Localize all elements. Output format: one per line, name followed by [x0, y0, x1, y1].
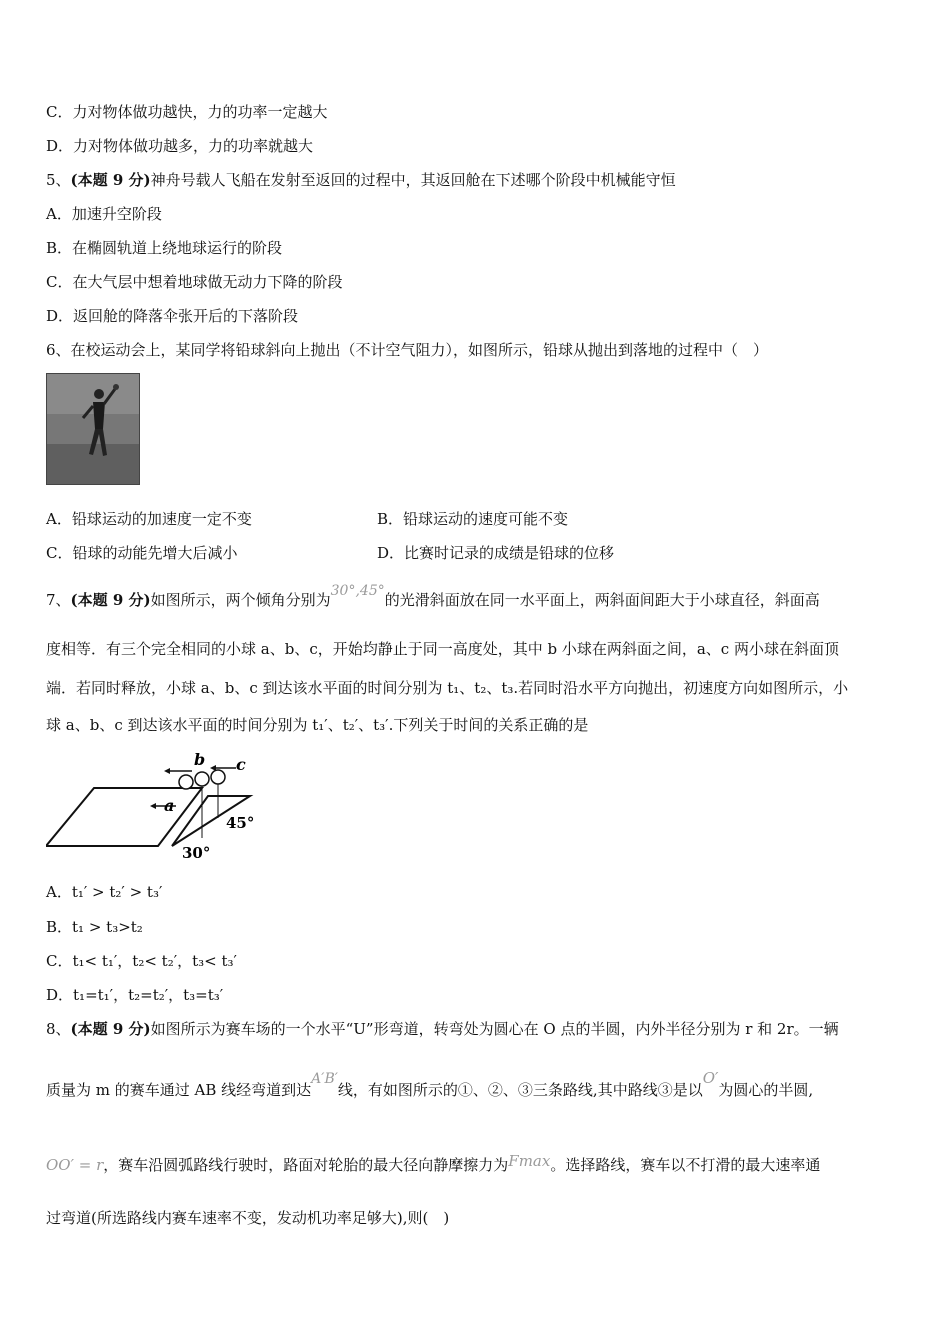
q7-stem-post: 的光滑斜面放在同一水平面上，两斜面间距大于小球直径，斜面高 — [384, 591, 820, 609]
q7-score-tag: (本题 9 分) — [70, 591, 151, 609]
q5-number: 5、 — [46, 171, 71, 189]
q5-option-a: A．加速升空阶段 — [46, 205, 162, 223]
q8-stem-1 — [46, 1019, 839, 1039]
q5-stem — [46, 170, 676, 190]
q8-stem-2 — [46, 1069, 814, 1101]
q5-score-tag: (本题 9 分) — [70, 171, 151, 189]
diagram-label-a: a — [164, 796, 175, 815]
q7-stem — [46, 583, 820, 611]
q6-option-d: D．比赛时记录的成绩是铅球的位移 — [377, 544, 615, 562]
diagram-label-b: b — [194, 750, 206, 769]
q7-option-d: D．t₁=t₁′，t₂=t₂′，t₃=t₃′ — [46, 986, 224, 1004]
q6-stem: 6、在校运动会上，某同学将铅球斜向上抛出（不计空气阻力），如图所示，铅球从抛出到落地的过程中（ ） — [46, 341, 769, 359]
q7-stem-pre: 如图所示，两个倾角分别为 — [150, 591, 331, 609]
q8-line-2-mid: 线，有如图所示的①、②、③三条路线,其中路线③是以 — [337, 1081, 703, 1099]
q8-line-1: 如图所示为赛车场的一个水平“U”形弯道，转弯处为圆心在 O 点的半圆，内外半径分别为 r 和 2r。一辆 — [150, 1020, 839, 1038]
diagram-angle-45: 45° — [226, 814, 255, 832]
q7-angles: 30°,45° — [330, 583, 385, 599]
shot-put-photo — [46, 373, 140, 485]
q7-option-b: B．t₁ > t₃>t₂ — [46, 918, 143, 936]
q8-line-3-post: 。选择路线，赛车以不打滑的最大速率通 — [550, 1156, 821, 1174]
q7-line-4: 球 a、b、c 到达该水平面的时间分别为 t₁′、t₂′、t₃′.下列关于时间的关系正确的是 — [46, 716, 589, 734]
q7-option-c: C．t₁< t₁′，t₂< t₂′，t₃< t₃′ — [46, 952, 237, 970]
q8-ab-prime: A′B′ — [311, 1071, 338, 1087]
inclined-planes-diagram — [46, 748, 268, 863]
q8-line-2-pre: 质量为 m 的赛车通过 AB 线经弯道到达 — [46, 1081, 312, 1099]
q6-option-c: C．铅球的动能先增大后减小 — [46, 544, 238, 562]
q8-line-2-post: 为圆心的半圆, — [718, 1081, 814, 1099]
q5-option-b: B．在椭圆轨道上绕地球运行的阶段 — [46, 239, 283, 257]
q8-fmax: Fmax — [508, 1152, 551, 1170]
q5-question: 神舟号载人飞船在发射至返回的过程中，其返回舱在下述哪个阶段中机械能守恒 — [150, 171, 676, 189]
q5-option-d: D．返回舱的降落伞张开后的下落阶段 — [46, 307, 299, 325]
q8-number: 8、 — [46, 1020, 71, 1038]
q4-option-d: D．力对物体做功越多，力的功率就越大 — [46, 137, 314, 155]
q6-option-b: B．铅球运动的速度可能不变 — [377, 510, 569, 528]
q7-option-a: A．t₁′ > t₂′ > t₃′ — [46, 883, 163, 901]
q7-line-2: 度相等．有三个完全相同的小球 a、b、c，开始均静止于同一高度处，其中 b 小球在两斜面之间，a、c 两小球在斜面顶 — [46, 640, 839, 658]
q8-oo-equation: OO′ = r — [46, 1156, 104, 1174]
q7-number: 7、 — [46, 591, 71, 609]
diagram-label-c: c — [236, 755, 246, 774]
q8-stem-4: 过弯道(所选路线内赛车速率不变，发动机功率足够大),则( ) — [46, 1209, 450, 1227]
q8-o-prime: O′ — [702, 1069, 719, 1087]
q8-stem-3 — [46, 1152, 821, 1175]
q8-score-tag: (本题 9 分) — [70, 1020, 151, 1038]
diagram-angle-30: 30° — [182, 844, 211, 862]
q5-option-c: C．在大气层中想着地球做无动力下降的阶段 — [46, 273, 343, 291]
q8-line-3-mid: ，赛车沿圆弧路线行驶时，路面对轮胎的最大径向静摩擦力为 — [103, 1156, 509, 1174]
q6-option-a: A．铅球运动的加速度一定不变 — [46, 510, 252, 528]
q4-option-c: C．力对物体做功越快，力的功率一定越大 — [46, 103, 328, 121]
q7-line-3: 端．若同时释放，小球 a、b、c 到达该水平面的时间分别为 t₁、t₂、t₃.若同时沿水平方向抛出，初速度方向如图所示，小 — [46, 679, 849, 697]
